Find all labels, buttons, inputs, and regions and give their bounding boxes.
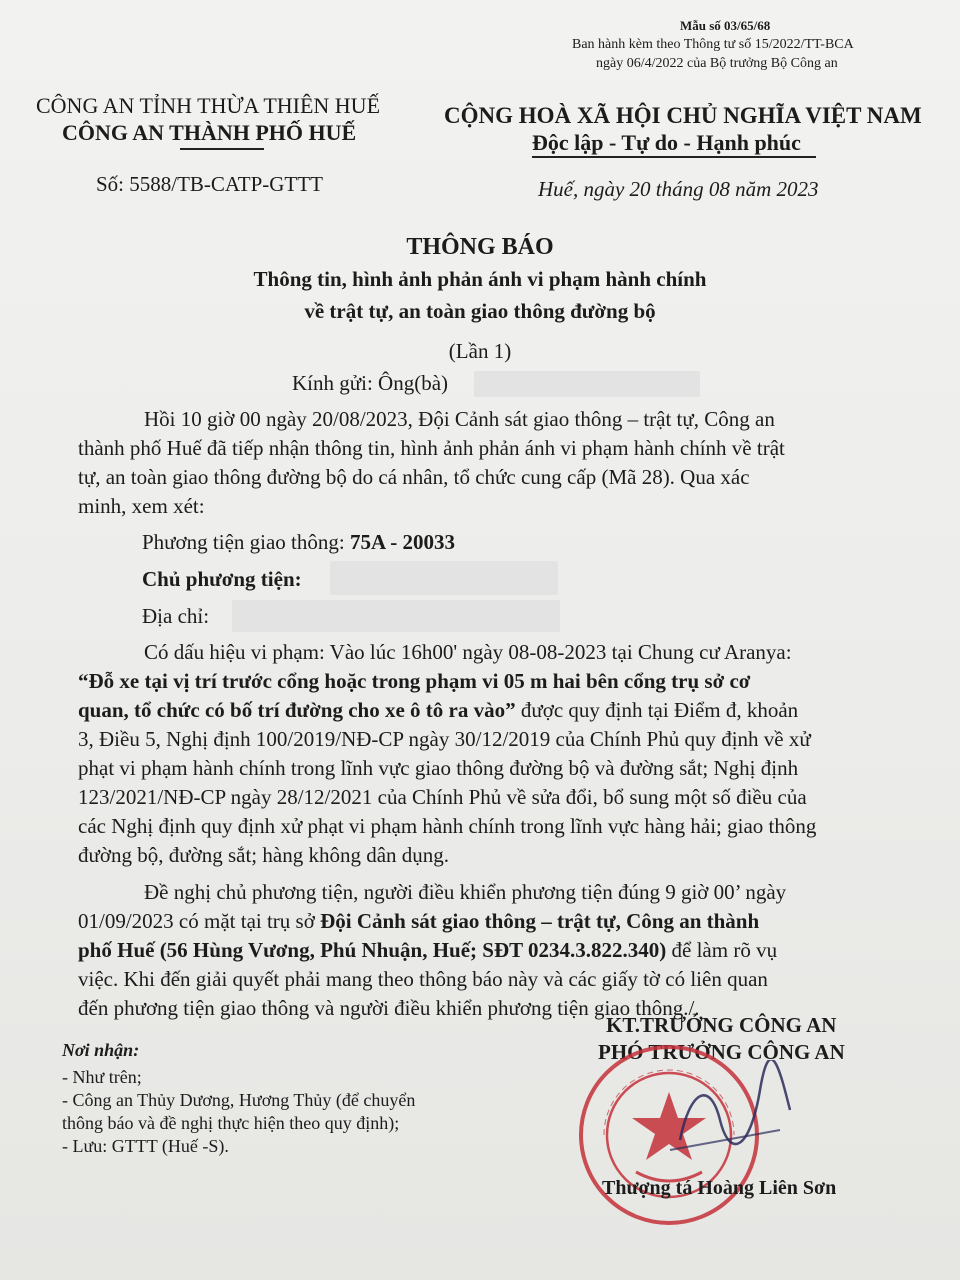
redacted-name [474,371,700,397]
request-line: việc. Khi đến giải quyết phải mang theo thông báo này và các giấy tờ có liên quan [78,967,768,991]
violation-line: Có dấu hiệu vi phạm: Vào lúc 16h00' ngày 08-08-2023 tại Chung cư Aranya: [144,640,792,664]
address-label: Địa chỉ: [142,604,210,628]
request-office-address: phố Huế (56 Hùng Vương, Phú Nhuận, Huế; SĐT 0234.3.822.340) [78,938,667,962]
recipient-item: thông báo và đề nghị thực hiện theo quy định); [62,1113,400,1133]
request-text: để làm rõ vụ [666,938,778,962]
document-subtitle: Thông tin, hình ảnh phản ánh vi phạm hành chính [253,267,707,291]
agency-name: CÔNG AN THÀNH PHỐ HUẾ [62,120,357,145]
signer-name: Thượng tá Hoàng Liên Sơn [602,1177,837,1199]
document-date: Huế, ngày 20 tháng 08 năm 2023 [538,177,819,201]
document-number: Số: 5588/TB-CATP-GTTT [96,172,323,196]
request-office: Đội Cảnh sát giao thông – trật tự, Công an thành [320,909,760,933]
intro-line: minh, xem xét: [78,494,205,518]
agency-parent: CÔNG AN TỈNH THỪA THIÊN HUẾ [36,93,381,118]
vehicle-label: Phương tiện giao thông: [142,530,350,554]
violation-line: đường bộ, đường sắt; hàng không dân dụng. [78,843,450,867]
handwritten-signature [660,1060,800,1170]
redacted-address [232,600,560,632]
form-number: Mẫu số 03/65/68 [680,18,771,33]
motto-underline [532,156,816,158]
national-motto: Độc lập - Tự do - Hạnh phúc [532,130,801,155]
form-issued-line: Ban hành kèm theo Thông tư số 15/2022/TT-BCA [572,37,854,52]
violation-line [78,698,798,723]
intro-line: tự, an toàn giao thông đường bộ do cá nhân, tổ chức cung cấp (Mã 28). Qua xác [78,465,750,489]
violation-line: 3, Điều 5, Nghị định 100/2019/NĐ-CP ngày 30/12/2019 của Chính Phủ quy định về xử [78,727,811,751]
request-line [78,909,759,934]
owner-label: Chủ phương tiện: [142,567,302,591]
violation-line: phạt vi phạm hành chính trong lĩnh vực giao thông đường bộ và đường sắt; Nghị định [78,756,799,780]
document-subtitle: về trật tự, an toàn giao thông đường bộ [304,299,656,323]
request-line: đến phương tiện giao thông và người điều khiển phương tiện giao thông./. [78,996,700,1020]
form-issued-line: ngày 06/4/2022 của Bộ trưởng Bộ Công an [596,56,838,71]
violation-quote: “Đỗ xe tại vị trí trước cổng hoặc trong phạm vi 05 m hai bên cổng trụ sở cơ [78,669,751,693]
agency-underline [180,148,264,150]
recipients-heading: Nơi nhận: [62,1040,140,1060]
vehicle-plate: 75A - 20033 [349,530,455,554]
recipient-item: - Lưu: GTTT (Huế -S). [62,1136,229,1156]
request-line [78,938,777,963]
intro-line: Hồi 10 giờ 00 ngày 20/08/2023, Đội Cảnh sát giao thông – trật tự, Công an [144,407,775,431]
intro-line: thành phố Huế đã tiếp nhận thông tin, hình ảnh phản ánh vi phạm hành chính về trật [78,436,785,460]
violation-line: các Nghị định quy định xử phạt vi phạm hành chính trong lĩnh vực hàng hải; giao thông [78,814,817,838]
signer-role: PHÓ TRƯỞNG CÔNG AN [598,1040,845,1064]
addressee-label: Kính gửi: Ông(bà) [292,371,449,395]
vehicle-line [142,530,455,555]
notice-round: (Lần 1) [448,339,512,363]
violation-quote: quan, tổ chức có bố trí đường cho xe ô tô ra vào” [78,698,516,722]
request-line: Đề nghị chủ phương tiện, người điều khiển phương tiện đúng 9 giờ 00’ ngày [144,880,787,904]
request-text: 01/09/2023 có mặt tại trụ sở [78,909,321,933]
recipient-item: - Như trên; [62,1067,142,1087]
recipient-item: - Công an Thủy Dương, Hương Thủy (để chuyển [62,1090,416,1110]
redacted-owner [330,561,558,595]
signer-authority: KT.TRƯỞNG CÔNG AN [606,1013,837,1037]
violation-line: 123/2021/NĐ-CP ngày 28/12/2021 của Chính Phủ về sửa đổi, bổ sung một số điều của [78,785,807,809]
republic-heading: CỘNG HOÀ XÃ HỘI CHỦ NGHĨA VIỆT NAM [444,103,922,128]
document-title: THÔNG BÁO [406,234,554,260]
violation-text: được quy định tại Điểm đ, khoản [515,698,799,722]
